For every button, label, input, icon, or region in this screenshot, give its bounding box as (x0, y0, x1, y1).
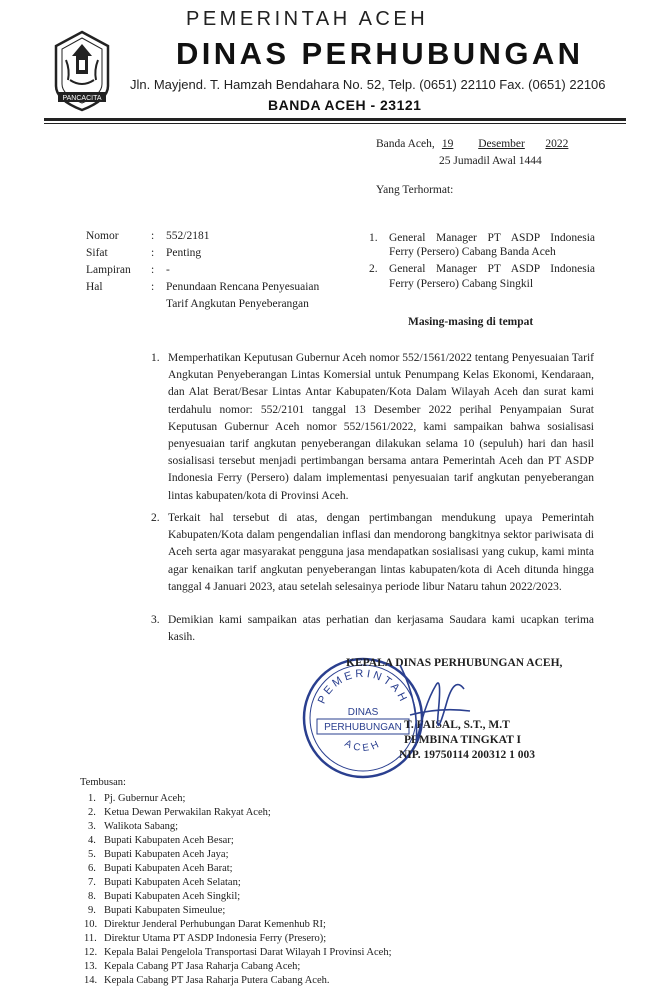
aceh-coat-of-arms-logo (46, 30, 118, 112)
stamp-bottom-text: ACEH (342, 738, 384, 755)
department-name: DINAS PERHUBUNGAN (176, 36, 584, 71)
paragraph-number: 2. (151, 512, 160, 524)
place-note: Masing-masing di tempat (408, 316, 534, 328)
stamp-top-text: PEMERINTAH (315, 667, 411, 706)
signatory-title: KEPALA DINAS PERHUBUNGAN ACEH, (346, 657, 563, 669)
letter-date: Banda Aceh, 19 Desember 2022 (376, 138, 569, 150)
signatory-rank: PEMBINA TINGKAT I (404, 734, 521, 746)
stamp-center-text-1: DINAS (347, 707, 379, 718)
cc-title: Tembusan: (80, 777, 126, 788)
letterhead-divider-thin (44, 123, 626, 124)
handwritten-signature (380, 645, 480, 765)
paragraph-number: 3. (151, 614, 160, 626)
government-name: PEMERINTAH ACEH (186, 8, 429, 30)
paragraph-1: Memperhatikan Keputusan Gubernur Aceh nomor 552/1561/2022 tentang Penyesuaian Tarif Angkutan Penyeberangan Lintas Komersial untuk Penumpang Kelas Ekonomi, Kendaraan, dan Alat Berat/Besar Lintas Antar Kabupaten/Kota Dalam Wilayah Aceh dan surat kami terdahulu nomor: 552/2101 tanggal 13 Desember 2022 perihal Penyampaian Surat Keputusan Gubernur Aceh nomor 552/1561/2022, kami sampaikan bahwa sosialisasi penyesuaian tarif angkutan penyeberangan dilakukan selama 10 (sepuluh) hari dan hasil sosialisasi tersebut menjadi pertimbangan bersama antara Pemerintah Aceh dan PT ASDP Indonesia Ferry (Persero) dalam implementasi penyesuaian tarif angkutan penyeberangan lintas kabupaten/kota di Provinsi Aceh. (168, 352, 594, 502)
office-address: Jln. Mayjend. T. Hamzah Bendahara No. 52, Telp. (0651) 22110 Fax. (0651) 22106 (130, 77, 606, 92)
hijri-date: 25 Jumadil Awal 1444 (439, 155, 542, 167)
stamp-center-text-2: PERHUBUNGAN (324, 722, 402, 733)
office-city: BANDA ACEH - 23121 (268, 97, 422, 113)
svg-text:ACEH (343, 738, 384, 754)
paragraph-2: Terkait hal tersebut di atas, dengan pertimbangan mendukung upaya Pemerintah Kabupaten/Kota dalam pengendalian inflasi dan mendorong bangkitnya sektor pariwisata di Aceh serta agar masyarakat pengguna jasa mendapatkan sosialisasi yang cukup, kami minta agar kenaikan tarif angkutan penyeberangan lintas kabupaten/kota di Aceh ditunda hingga tanggal 4 Januari 2023, atau setelah selesainya periode libur Nataru tahun 2022/2023. (168, 512, 594, 593)
logo-motto: PANCACITA (62, 95, 102, 102)
letterhead-divider-thick (44, 118, 626, 121)
paragraph-number: 1. (151, 352, 160, 364)
signatory-name: T. FAISAL, S.T., M.T (404, 719, 510, 731)
salutation: Yang Terhormat: (376, 184, 454, 196)
signatory-nip: NIP. 19750114 200312 1 003 (399, 749, 535, 761)
paragraph-3: Demikian kami sampaikan atas perhatian dan kerjasama Saudara kami ucapkan terima kasih. (168, 614, 594, 644)
